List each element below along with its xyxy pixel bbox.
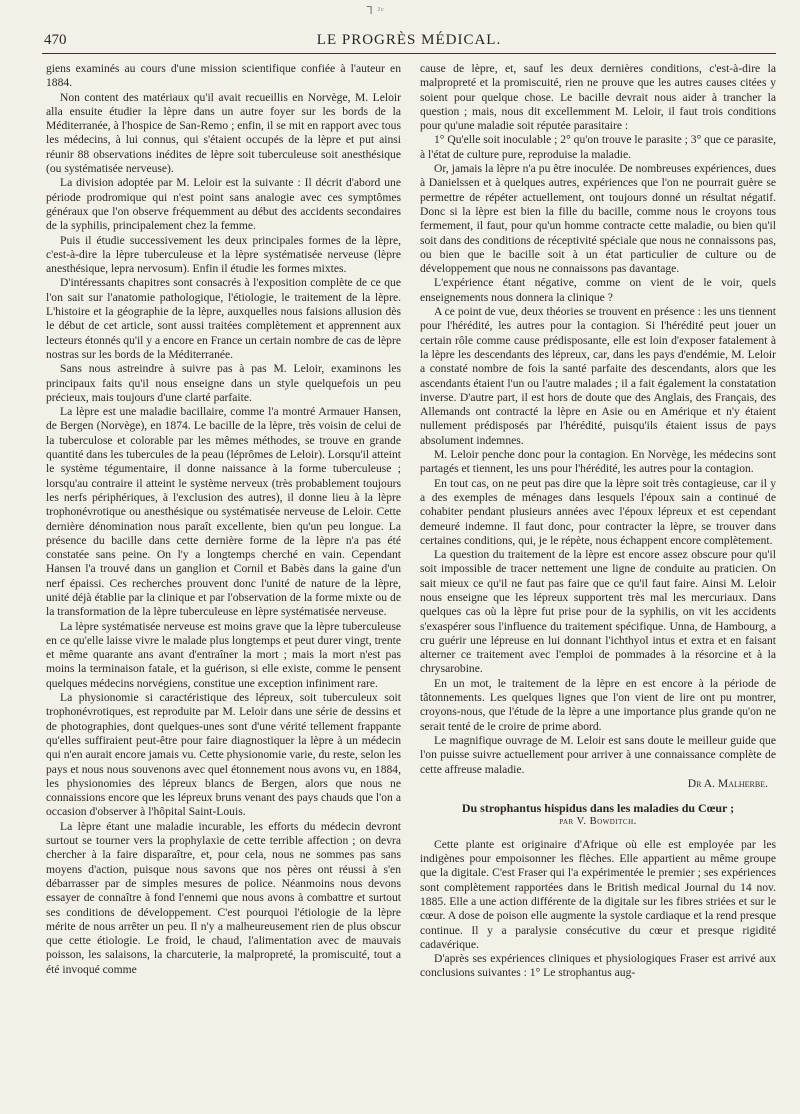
page-number: 470 xyxy=(44,32,67,48)
header-rule xyxy=(42,53,776,54)
paragraph: En tout cas, on ne peut pas dire que la lèpre soit très contagieuse, car il y a des exemples de ménages dans lesquels l'époux sain a continué de cohabiter pendant plusieurs années avec l'époux lépreux et est cependant demeuré indemne. Il faut donc, pour contracter la lèpre, se trouver dans certaines conditions, qui, je le répète, nous échappent encore complètement. xyxy=(420,476,776,547)
paragraph: A ce point de vue, deux théories se trouvent en présence : les uns tiennent pour l'hérédité, les autres pour la contagion. Si l'hérédité peut jouer un certain rôle comme cause prédisposante, elle est loin d'exposer fatalement à la lèpre les descendants des lépreux, car, dans les pays d'endémie, M. Leloir a constaté nombre de fois la santé parfaite des descendants, alors que les ascendants étaient l'un ou l'autre malades ; il a fait également la constatation inverse. D'autre part, il est hors de doute que des Anglais, des Français, des Allemands ont contracté la lèpre en Asie ou en Amérique et n'y étaient nullement prédisposés par l'hérédité, puisqu'ils étaient issus de pays absolument indemnes. xyxy=(420,305,776,447)
paragraph: La lèpre systématisée nerveuse est moins grave que la lèpre tuberculeuse en ce qu'elle laisse vivre le malade plus longtemps et peut durer vingt, trente et même quarante ans avant d'entraîner la mort ; mais la mort n'est pas moins la terminaison fatale, et la guérison, si elle existe, comme le pensent quelques médecins norvégiens, constitue une exception infiniment rare. xyxy=(46,619,401,690)
paragraph: La physionomie si caractéristique des lépreux, soit tuberculeux soit trophonévrotiques, est reproduite par M. Leloir dans une série de dessins et de photographies, dont quelques-unes sont d'une vérité tellement frappante qu'elles suffiraient peut-être pour faire diagnostiquer la lèpre à un médecin qui n'en aurait encore jamais vu. Cette physionomie varie, du reste, selon les pays et nous nous souvenons avec quel étonnement nous avons vu, en 1884, les physionomies des lépreux blancs de Bergen, alors que nous ne connaissions encore que les lépreux bruns venant des pays chauds que l'on a occasion d'observer à l'hôpital Saint-Louis. xyxy=(46,691,401,819)
article-byline: par V. Bowditch. xyxy=(559,816,637,828)
paragraph: D'après ses expériences cliniques et physiologiques Fraser est arrivé aux conclusions suivantes : 1° Le strophantus aug- xyxy=(420,952,776,980)
paragraph: cause de lèpre, et, sauf les deux dernières conditions, c'est-à-dire la malpropreté et la promiscuité, rien ne prouve que les autres causes citées y soient pour quelque chose. Le bacille devrait nous aider à trancher la question ; mais, nous dit excellemment M. Leloir, il faut trois conditions pour qu'une maladie soit réputée parasitaire : xyxy=(420,62,776,133)
paragraph: La question du traitement de la lèpre est encore assez obscure pour qu'il soit impossible de tracer nettement une ligne de conduite au praticien. On sait mieux ce qu'il ne faut pas faire que ce qu'il faut faire. Ainsi M. Leloir nous enseigne que les lépreux supportent très mal les mercuriaux. Dans quelques cas où la lèpre fut prise pour de la syphilis, on vit les accidents s'exaspérer sous l'influence du traitement spécifique. Unna, de Hambourg, a cru guérir une lépreuse en lui donnant l'ichthyol intus et extra et en faisant alterner ce traitement avec l'emploi de pommades à la résorcine et à la chrysarobine. xyxy=(420,548,776,676)
article-title: Du strophantus hispidus dans les maladies du Cœur ; xyxy=(461,801,735,816)
paragraph: En un mot, le traitement de la lèpre en est encore à la période de tâtonnements. Les quelques lignes que l'on vient de lire ont pu montrer, croyons-nous, que l'étude de la lèpre a une importance plus grande qu'on ne serait tenté de le croire de prime abord. xyxy=(420,676,776,733)
paragraph: giens examinés au cours d'une mission scientifique confiée à l'auteur en 1884. xyxy=(46,62,401,90)
paragraph: Puis il étudie successivement les deux principales formes de la lèpre, c'est-à-dire la lèpre tuberculeuse et la lèpre systématisée nerveuse (lèpre anesthésique, lepra nervosum). Enfin il étudie les formes mixtes. xyxy=(46,233,401,276)
paragraph: La lèpre est une maladie bacillaire, comme l'a montré Armauer Hansen, de Bergen (Norvège), en 1874. Le bacille de la lèpre, très voisin de celui de la tuberculose et colorable par les mêmes méthodes, se trouve en grande quantité dans les tubercules de la peau (léprômes de Leloir). Lorsqu'il atteint le système tégumentaire, il donne naissance à la forme tuberculeuse ; lorsqu'au contraire il atteint le système nerveux (très probablement toujours les nerfs périphériques, à l'exclusion des autres), il donne lieu à la lèpre trophonévrotique ou anesthésique ou systématisée nerveuse de Leloir. Cette dernière dénomination nous paraît excellente, bien qu'un peu longue. La présence du bacille dans cette dernière forme de la lèpre n'a pas été constatée sans peine. On l'y a longtemps cherché en vain. Cependant Hansen l'a trouvé dans un ganglion et Cornil et Babès dans la gaine d'un nerf épaissi. Ces recherches prouvent donc l'unité de nature de la lèpre, unité déjà établie par la clinique et par l'observation de la forme mixte ou de la transformation de la lèpre tuberculeuse en lèpre systématisée nerveuse. xyxy=(46,405,401,619)
paragraph: Cette plante est originaire d'Afrique où elle est employée par les indigènes pour empoisonner les flèches. Elle appartient au même groupe que la digitale. C'est Fraser qui l'a expérimentée le premier ; ses expériences sont complètement rapportées dans le British medical Journal du 14 nov. 1885. Elle a une action différente de la digitale sur les fibres striées et sur le cœur. A dose de poison elle augmente la systole cardiaque et la rend presque continue. Il y a paralysie consécutive du cœur et presque rigidité cadavérique. xyxy=(420,837,776,951)
paragraph: Le magnifique ouvrage de M. Leloir est sans doute le meilleur guide que l'on puisse suivre actuellement pour arriver à une connaissance complète de cette affreuse maladie. xyxy=(420,733,776,776)
paragraph: La lèpre étant une maladie incurable, les efforts du médecin devront surtout se tourner vers la prophylaxie de cette terrible affection ; on devra chercher à la faire disparaître, et, pour cela, nous ne sommes pas sans moyens d'action, puisque nous savons que nos pères ont réussi à s'en débarrasser par de simples mesures de police. Néanmoins nous devons essayer de connaître à fond l'ennemi que nous avons à combattre et surtout ses conditions de développement. C'est pourquoi l'étiologie de la lèpre mérite de nous arrêter un peu. Il n'y a malheureusement rien de plus obscur que cette étiologie. Le froid, le chaud, l'alimentation avec de mauvais poisson, les salaisons, la charcuterie, la malpropreté, la promiscuité, tout a été invoqué comme xyxy=(46,819,401,976)
marginal-scribble: ᒣ ᴶᶜ xyxy=(366,5,385,17)
paragraph: D'intéressants chapitres sont consacrés à l'exposition complète de ce que l'on sait sur l'anatomie pathologique, l'étiologie, le traitement de la lèpre. L'histoire et la géographie de la lèpre, auxquelles nous faisions allusion dès le début de cet article, sont aussi traitées complètement et apprennent aux lecteurs étonnés qu'il y a encore en France un certain nombre de cas de lèpre nostras sur les bords de la Méditerranée. xyxy=(46,276,401,361)
author-signature: Dr A. Malherbe. xyxy=(687,776,768,790)
paragraph: La division adoptée par M. Leloir est la suivante : Il décrit d'abord une période prodromique qui n'est point sans analogie avec ces symptômes généraux que l'on observe fréquemment au début des accidents secondaires de la syphilis, principalement chez la femme. xyxy=(46,176,401,233)
paragraph: 1° Qu'elle soit inoculable ; 2° qu'on trouve le parasite ; 3° que ce parasite, à l'état de culture pure, reproduise la maladie. xyxy=(420,133,776,161)
paragraph: Non content des matériaux qu'il avait recueillis en Norvège, M. Leloir alla ensuite étudier la lèpre dans un autre foyer sur les bords de la Méditerranée, à l'hospice de San-Remo ; enfin, il se mit en rapport avec tous les médecins, à lui connus, qui s'étaient occupés de la lèpre et put ainsi réunir 88 observations inédites de lèpre soit tuberculeuse soit anesthésique (ou systématisée nerveuse). xyxy=(46,90,401,176)
journal-title: LE PROGRÈS MÉDICAL. xyxy=(316,32,502,48)
paragraph: M. Leloir penche donc pour la contagion. En Norvège, les médecins sont partagés et tiennent, les uns pour l'hérédité, les autres pour la contagion. xyxy=(420,448,776,476)
left-column xyxy=(46,62,401,977)
paragraph: Or, jamais la lèpre n'a pu être inoculée. De nombreuses expériences, dues à Danielssen et à quelques autres, expériences que l'on ne pourrait guère se permettre de répéter actuellement, ont toujours donné un résultat négatif. Donc si la lèpre est bien la fille du bacille, comme nous le croyons tous fermement, il faut, pour qu'un homme contracte cette maladie, ou bien qu'il soit dans des conditions de réceptivité spéciale que nous ne connaissons pas, ou bien que le bacille soit à un état particulier de culture ou de développement que nous ne connaissons pas davantage. xyxy=(420,162,776,276)
paragraph: L'expérience étant négative, comme on vient de le voir, quels enseignements nous donnera la clinique ? xyxy=(420,276,776,304)
paragraph: Sans nous astreindre à suivre pas à pas M. Leloir, examinons les principaux faits qu'il nous enseigne dans un style quelquefois un peu précieux, mais toujours d'une clarté parfaite. xyxy=(46,362,401,404)
page-header xyxy=(42,32,776,54)
right-column xyxy=(420,62,776,981)
